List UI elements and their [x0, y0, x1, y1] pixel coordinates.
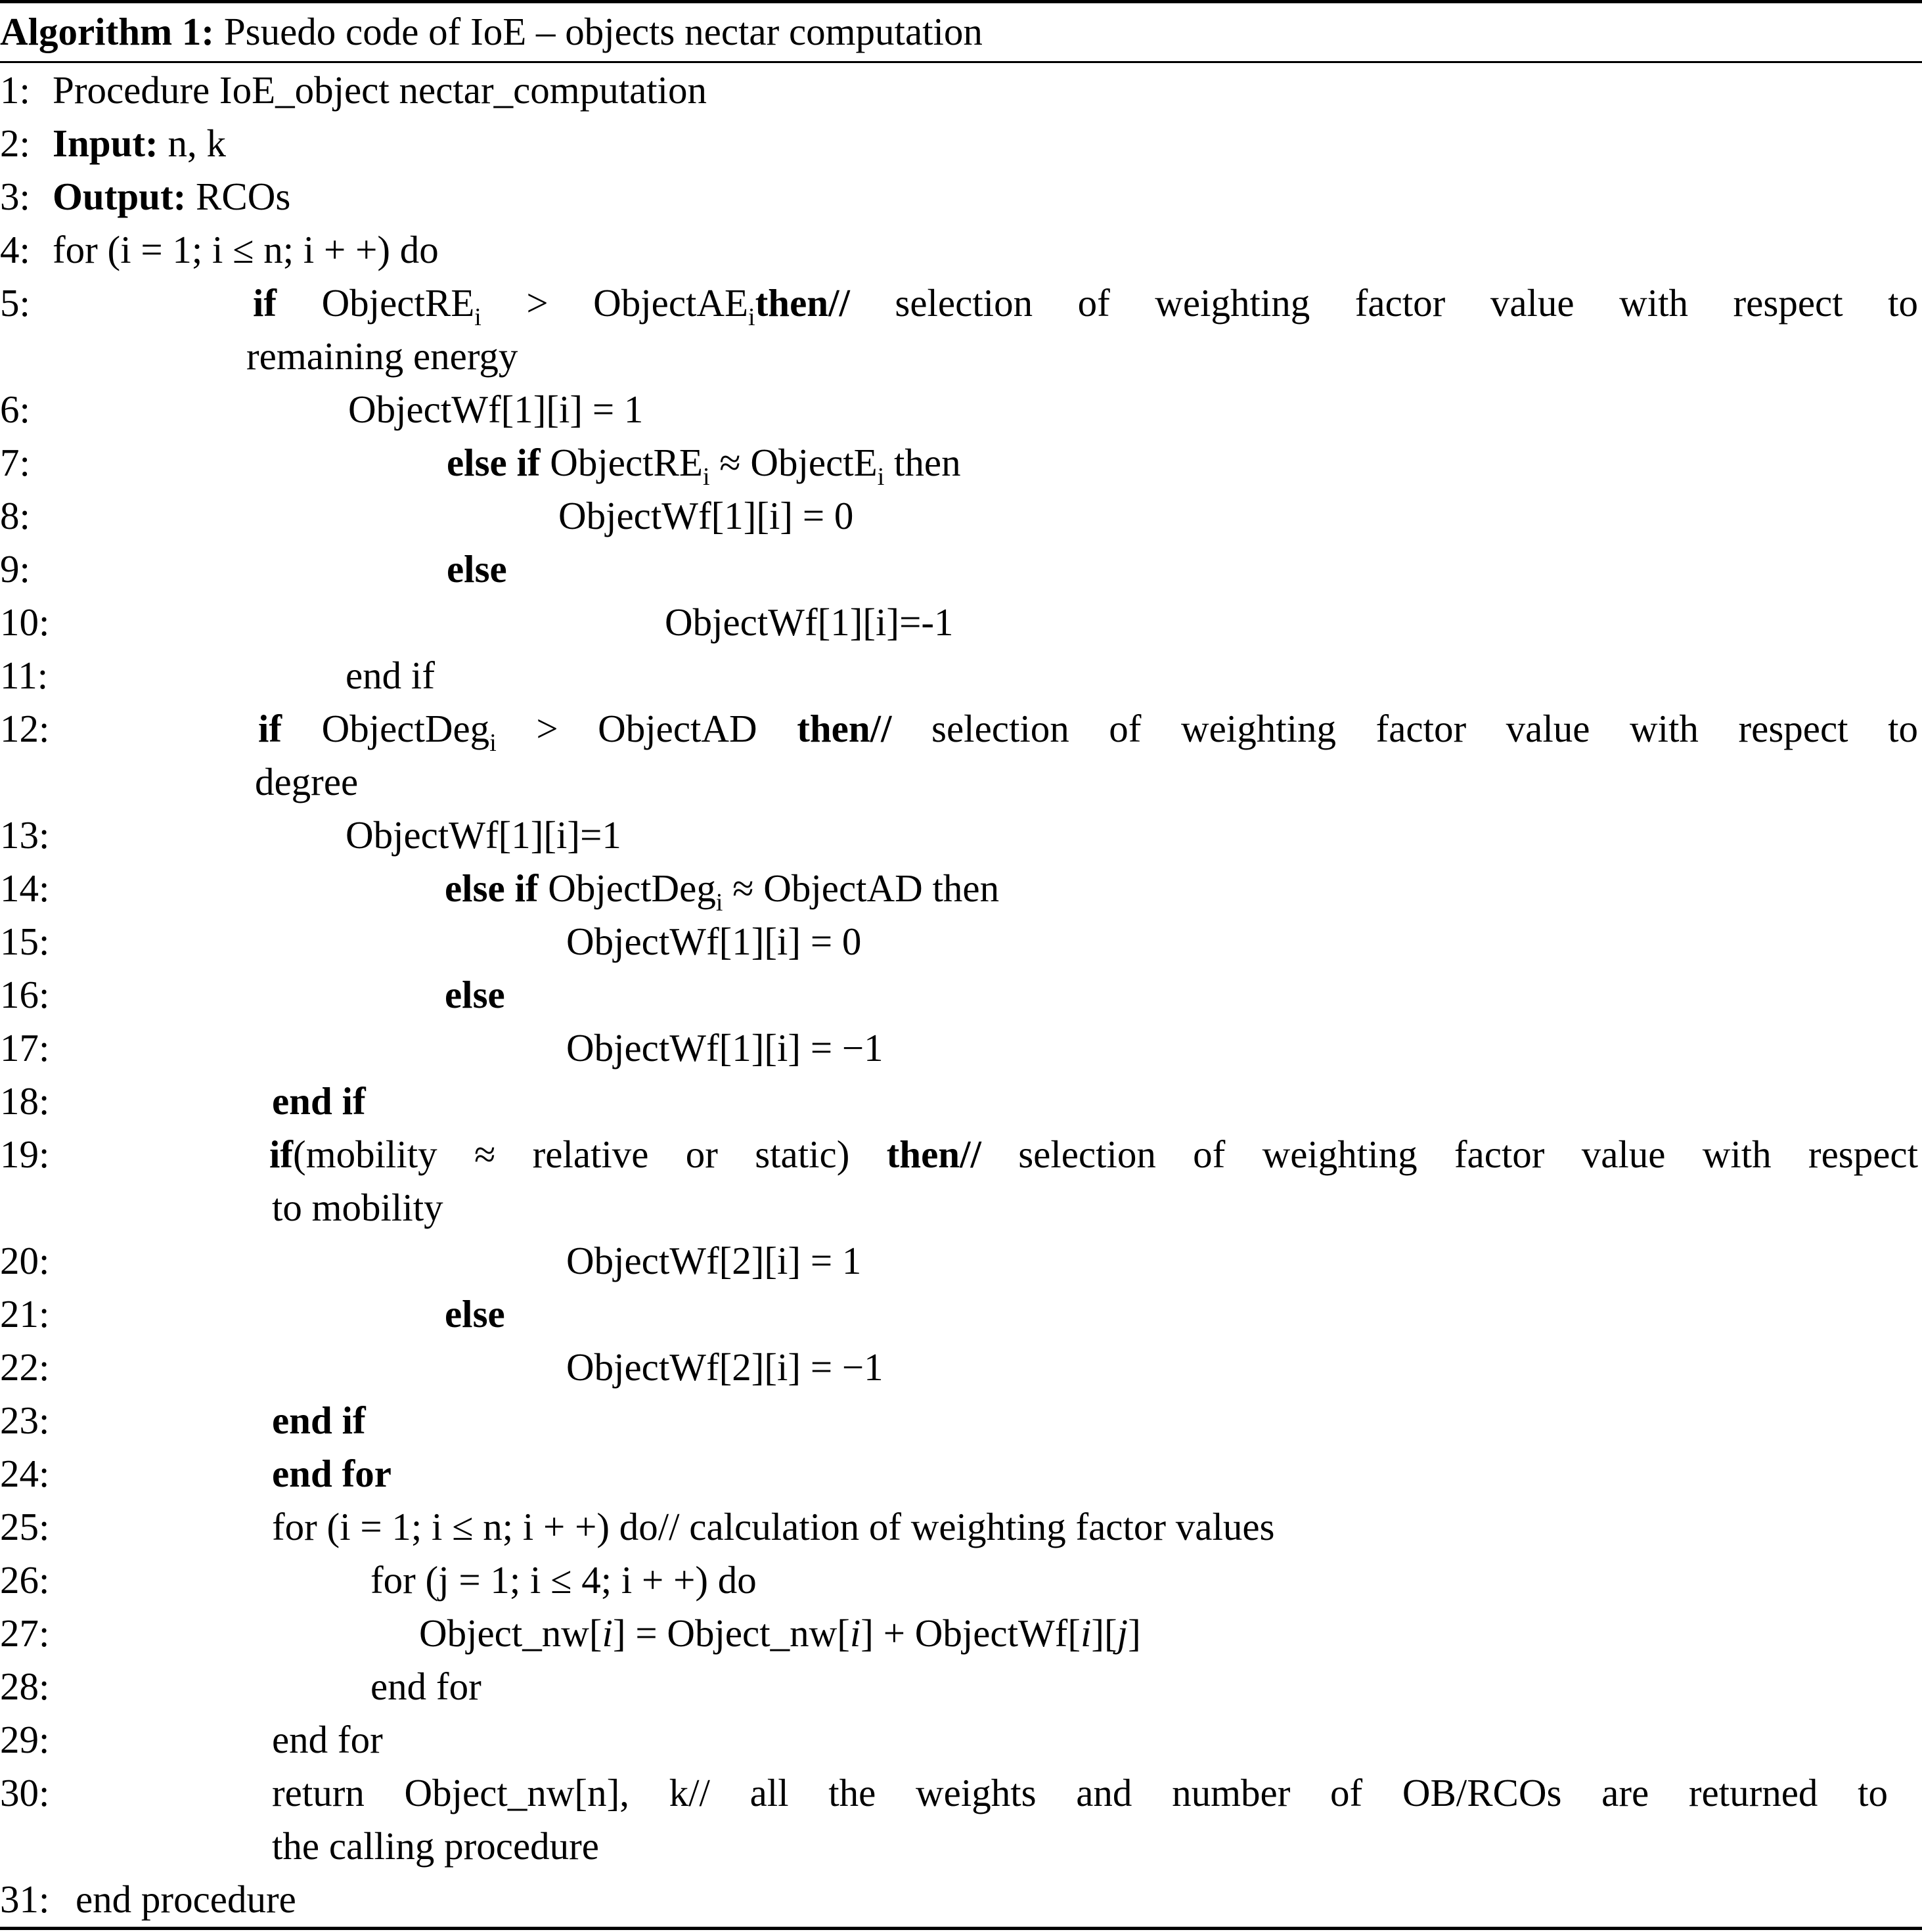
line-number: 17:	[0, 1026, 50, 1069]
algo-line-13	[0, 809, 1922, 861]
algo-line-10	[0, 596, 1922, 648]
algo-line-30-cont	[0, 1820, 1922, 1872]
line-code: ObjectWf[1][i] = −1	[566, 1026, 883, 1069]
algo-line-15	[0, 915, 1922, 968]
algo-line-29	[0, 1713, 1922, 1766]
line-number: 26:	[0, 1558, 50, 1602]
else-keyword: else	[447, 547, 507, 591]
algo-line-19	[0, 1128, 1922, 1180]
code-text: ObjectDeg	[321, 707, 490, 750]
code-text: ObjectRE	[550, 441, 703, 484]
algo-line-5-cont	[0, 330, 1922, 382]
line-code: end for	[370, 1665, 481, 1708]
code-text: > ObjectAD	[496, 707, 797, 750]
line-number: 21:	[0, 1292, 50, 1336]
output-keyword: Output:	[53, 175, 187, 218]
line-code: Procedure IoE_object nectar_computation	[53, 68, 707, 112]
line-number: 8:	[0, 494, 30, 537]
line-number: 9:	[0, 547, 30, 591]
output-values: RCOs	[196, 175, 291, 218]
line-code	[258, 702, 1918, 755]
algo-line-25	[0, 1500, 1922, 1553]
subscript: i	[489, 729, 497, 757]
code-text: then	[884, 441, 961, 484]
line-code: ObjectWf[1][i] = 0	[558, 494, 854, 537]
end-if-keyword: end if	[272, 1079, 366, 1123]
algo-line-4	[0, 223, 1922, 276]
line-number: 12:	[0, 707, 50, 750]
algorithm-caption	[0, 5, 983, 58]
algo-line-23	[0, 1394, 1922, 1447]
algo-line-16	[0, 968, 1922, 1021]
algo-line-5	[0, 277, 1922, 329]
if-keyword: if	[253, 281, 277, 325]
algo-line-28	[0, 1660, 1922, 1713]
code-text: ≈ ObjectAD then	[723, 866, 1000, 910]
then-keyword: then//	[755, 281, 850, 325]
algo-line-11	[0, 649, 1922, 702]
index-var: j	[1117, 1611, 1129, 1655]
input-keyword: Input:	[53, 122, 158, 165]
line-code: ObjectWf[2][i] = −1	[566, 1345, 883, 1389]
code-text: (mobility ≈ relative or static)	[293, 1133, 887, 1176]
caption-rule	[0, 61, 1922, 63]
end-for-keyword: end for	[272, 1452, 391, 1495]
line-number: 20:	[0, 1239, 50, 1282]
code-text: ≈ ObjectE	[709, 441, 878, 484]
algo-line-2	[0, 117, 1922, 169]
line-code: end for	[272, 1718, 383, 1761]
algo-line-20	[0, 1234, 1922, 1287]
line-code	[53, 170, 290, 223]
line-code: ObjectWf[2][i] = 1	[566, 1239, 862, 1282]
then-keyword: then//	[886, 1133, 981, 1176]
line-number: 19:	[0, 1133, 50, 1176]
algo-line-6	[0, 383, 1922, 436]
code-text: ]	[1128, 1611, 1141, 1655]
line-code	[447, 436, 961, 489]
algo-line-9	[0, 543, 1922, 595]
line-number: 24:	[0, 1452, 50, 1495]
code-text: ] = Object_nw[	[612, 1611, 850, 1655]
line-code: for (i = 1; i ≤ n; i + +) do// calculation of weighting factor values	[272, 1505, 1275, 1548]
if-keyword: if	[269, 1133, 294, 1176]
code-comment: selection of weighting factor value with respect	[981, 1133, 1918, 1176]
algo-line-7	[0, 436, 1922, 489]
index-var: i	[1080, 1611, 1092, 1655]
line-number: 18:	[0, 1079, 50, 1123]
index-var: i	[849, 1611, 861, 1655]
caption-title: Psuedo code of IoE – objects nectar computation	[223, 10, 983, 53]
code-text: ][	[1091, 1611, 1117, 1655]
else-if-keyword: else if	[445, 866, 539, 910]
code-text: Object_nw[	[419, 1611, 602, 1655]
then-keyword: then//	[797, 707, 892, 750]
line-number: 23:	[0, 1399, 50, 1442]
line-code	[53, 117, 226, 169]
end-if-keyword: end if	[272, 1399, 366, 1442]
line-code: return Object_nw[n], k// all the weights and number of OB/RCOs are returned to	[272, 1771, 1888, 1814]
algo-line-8	[0, 489, 1922, 542]
line-number: 2:	[0, 122, 30, 165]
algo-line-18	[0, 1075, 1922, 1127]
line-code	[419, 1607, 1141, 1659]
line-code: ObjectWf[1][i] = 0	[566, 920, 862, 963]
algo-line-1	[0, 64, 1922, 116]
line-code: end if	[346, 654, 435, 697]
line-code	[269, 1128, 1918, 1180]
line-number: 31:	[0, 1877, 50, 1921]
line-number: 1:	[0, 68, 30, 112]
line-number: 15:	[0, 920, 50, 963]
algo-line-12-cont	[0, 755, 1922, 808]
line-code: end procedure	[76, 1877, 296, 1921]
algo-line-12	[0, 702, 1922, 755]
input-values: n, k	[168, 122, 226, 165]
else-keyword: else	[445, 973, 505, 1016]
line-code: degree	[255, 760, 359, 803]
algo-line-17	[0, 1022, 1922, 1074]
line-code: for (i = 1; i ≤ n; i + +) do	[53, 228, 439, 271]
if-keyword: if	[258, 707, 282, 750]
line-number: 11:	[0, 654, 49, 697]
subscript: i	[715, 889, 723, 916]
algo-line-19-cont	[0, 1181, 1922, 1234]
line-code: to mobility	[272, 1186, 443, 1229]
line-number: 3:	[0, 175, 30, 218]
line-code: ObjectWf[1][i]=-1	[665, 600, 954, 644]
line-code: the calling procedure	[272, 1824, 599, 1868]
line-number: 29:	[0, 1718, 50, 1761]
top-rule	[0, 0, 1922, 3]
algo-line-31	[0, 1873, 1922, 1925]
else-if-keyword: else if	[447, 441, 541, 484]
line-code: for (j = 1; i ≤ 4; i + +) do	[370, 1558, 757, 1602]
code-text: ObjectDeg	[548, 866, 716, 910]
line-number: 27:	[0, 1611, 50, 1655]
subscript: i	[702, 463, 710, 491]
code-text: ObjectRE	[321, 281, 475, 325]
caption-label: Algorithm 1:	[0, 10, 215, 53]
subscript: i	[748, 303, 755, 331]
line-number: 7:	[0, 441, 30, 484]
line-number: 6:	[0, 388, 30, 431]
algo-line-26	[0, 1554, 1922, 1606]
algo-line-22	[0, 1341, 1922, 1393]
line-number: 14:	[0, 866, 50, 910]
line-code	[253, 277, 1918, 329]
algo-line-3	[0, 170, 1922, 223]
code-text: ] + ObjectWf[	[860, 1611, 1081, 1655]
index-var: i	[602, 1611, 613, 1655]
algo-line-30	[0, 1766, 1922, 1819]
algo-line-21	[0, 1288, 1922, 1340]
line-number: 10:	[0, 600, 50, 644]
line-number: 16:	[0, 973, 50, 1016]
line-code: remaining energy	[246, 334, 518, 378]
algo-line-27	[0, 1607, 1922, 1659]
else-keyword: else	[445, 1292, 505, 1336]
line-code	[445, 862, 999, 914]
bottom-rule	[0, 1927, 1922, 1930]
algo-line-14	[0, 862, 1922, 914]
line-code: ObjectWf[1][i]=1	[346, 813, 621, 857]
code-comment: selection of weighting factor value with respect to	[849, 281, 1919, 325]
code-text: > ObjectAE	[481, 281, 749, 325]
subscript: i	[474, 303, 481, 331]
line-number: 28:	[0, 1665, 50, 1708]
algo-line-24	[0, 1447, 1922, 1500]
subscript: i	[877, 463, 885, 491]
line-number: 4:	[0, 228, 30, 271]
line-number: 5:	[0, 281, 30, 325]
line-number: 25:	[0, 1505, 50, 1548]
line-number: 13:	[0, 813, 50, 857]
code-comment: selection of weighting factor value with respect to	[891, 707, 1918, 750]
line-number: 22:	[0, 1345, 50, 1389]
line-code: ObjectWf[1][i] = 1	[348, 388, 644, 431]
line-number: 30:	[0, 1771, 50, 1814]
